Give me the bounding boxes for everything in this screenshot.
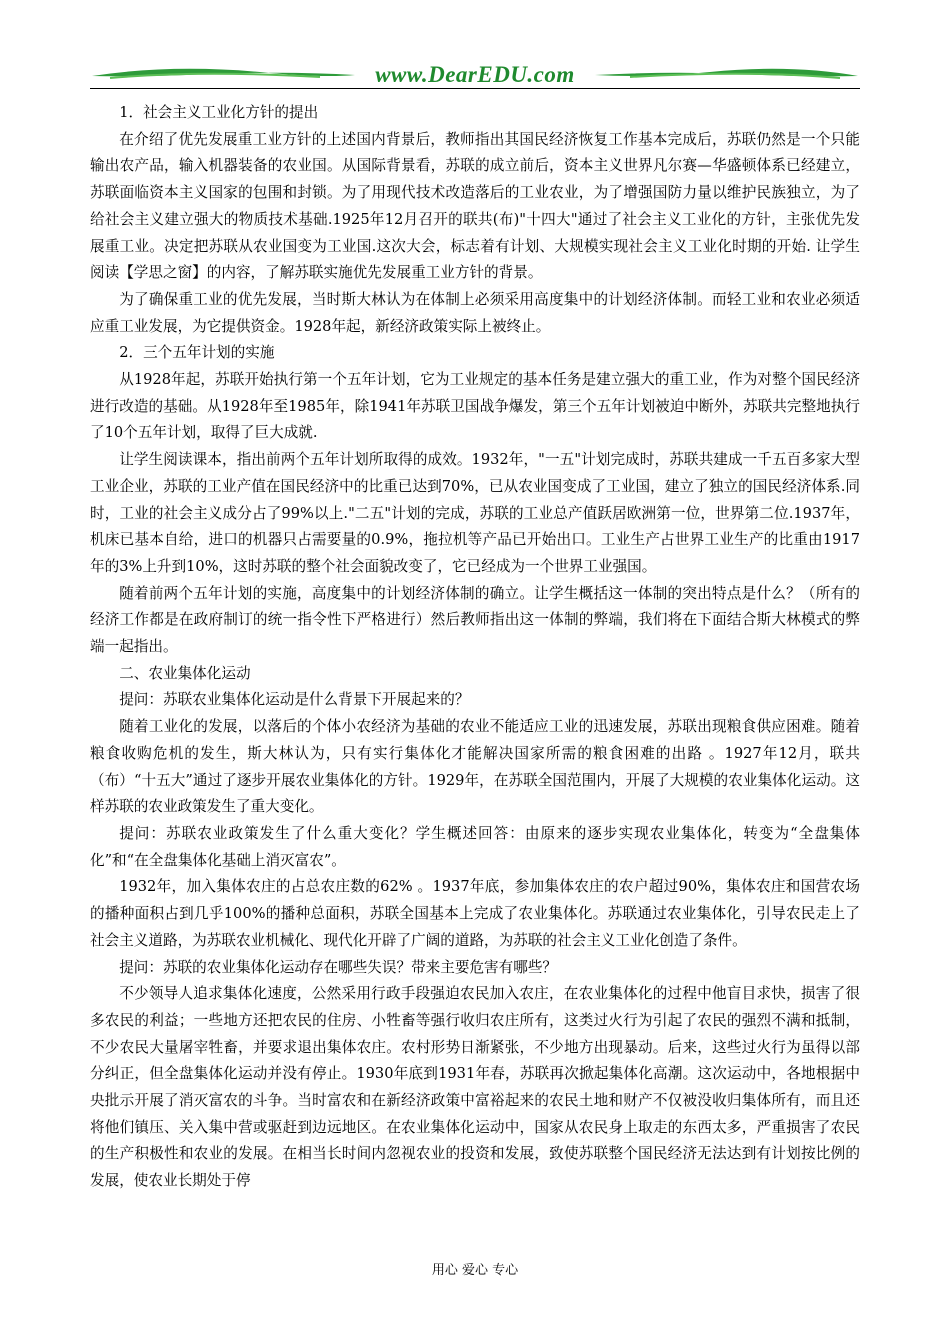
article-body: [90, 100, 860, 1195]
paragraph: 随着前两个五年计划的实施，高度集中的计划经济体制的确立。让学生概括这一体制的突出特点是什么？（所有的经济工作都是在政府制订的统一指令性下严格进行）然后教师指出这一体制的弊端，我们将在下面结合斯大林模式的弊端一起指出。: [90, 584, 860, 656]
paragraph: 1932年，加入集体农庄的占总农庄数的62% 。1937年底，参加集体农庄的农户超过90%，集体农庄和国营农场的播种面积占到几乎100%的播种总面积，苏联全国基本上完成了农业集体化。苏联通过农业集体化，引导农民走上了社会主义道路，为苏联农业机械化、现代化开辟了广阔的道路，为苏联的社会主义工业化创造了条件。: [90, 878, 860, 949]
section-heading: 1．社会主义工业化方针的提出: [119, 104, 319, 121]
paragraph: 为了确保重工业的优先发展，当时斯大林认为在体制上必须采用高度集中的计划经济体制。而轻工业和农业必须适应重工业发展，为它提供资金。1928年起，新经济政策实际上被终止。: [90, 290, 860, 335]
header-divider: [90, 88, 860, 89]
paragraph: 让学生阅读课本，指出前两个五年计划所取得的成效。1932年，"一五"计划完成时，苏联共建成一千五百多家大型工业企业，苏联的工业产值在国民经济中的比重已达到70%，已从农业国变成了工业国，建立了独立的国民经济体系.同时，工业的社会主义成分占了99%以上."二五"计划的完成，苏联的工业总产值跃居欧洲第一位，世界第二位.1937年，机床已基本自给，进口的机器只占需要量的0.9%，拖拉机等产品已开始出口。工业生产占世界工业生产的比重由1917年的3%上升到10%，这时苏联的整个社会面貌改变了，它已经成为一个世界工业强国。: [90, 451, 860, 575]
paragraph: 提问：苏联农业集体化运动是什么背景下开展起来的？: [119, 691, 470, 709]
site-logo: www.DearEDU.com: [375, 62, 575, 87]
section-heading: 二、农业集体化运动: [119, 664, 251, 682]
paragraph: 在介绍了优先发展重工业方针的上述国内背景后，教师指出其国民经济恢复工作基本完成后，苏联仍然是一个只能输出农产品，输入机器装备的农业国。从国际背景看，苏联的成立前后，资本主义世界凡尔赛—华盛顿体系已经建立，苏联面临资本主义国家的包围和封锁。为了用现代技术改造落后的工业农业，为了增强国防力量以维护民族独立，为了给社会主义建立强大的物质技术基础.1925年12月召开的联共(布)"十四大"通过了社会主义工业化的方针，主张优先发展重工业。决定把苏联从农业国变为工业国.这次大会，标志着有计划、大规模实现社会主义工业化时期的开始. 让学生阅读【学思之窗】的内容，了解苏联实施优先发展重工业方针的背景。: [90, 130, 860, 282]
paragraph: 提问：苏联的农业集体化运动存在哪些失误？带来主要危害有哪些？: [119, 958, 558, 976]
paragraph: 从1928年起，苏联开始执行第一个五年计划，它为工业规定的基本任务是建立强大的重工业，作为对整个国民经济进行改造的基础。从1928年至1985年，除1941年苏联卫国战争爆发，第三个五年计划被迫中断外，苏联共完整地执行了10个五年计划，取得了巨大成就.: [90, 371, 860, 442]
page-header: [90, 58, 860, 90]
section-heading: 2．三个五年计划的实施: [119, 344, 275, 362]
paragraph: 随着工业化的发展，以落后的个体小农经济为基础的农业不能适应工业的迅速发展，苏联出现粮食供应困难。随着粮食收购危机的发生，斯大林认为，只有实行集体化才能解决国家所需的粮食困难的出路 。1927年12月，联共（布）“十五大”通过了逐步开展农业集体化的方针。1929年，在苏联全国范围内，开展了大规模的农业集体化运动。这样苏联的农业政策发生了重大变化。: [90, 718, 860, 816]
paragraph: 不少领导人追求集体化速度，公然采用行政手段强迫农民加入农庄，在农业集体化的过程中他盲目求快，损害了很多农民的利益；一些地方还把农民的住房、小牲畜等强行收归农庄所有，这类过火行为引起了农民的强烈不满和抵制，不少农民大量屠宰牲畜，并要求退出集体农庄。农村形势日渐紧张，不少地方出现暴动。后来，这些过火行为虽得以部分纠正，但全盘集体化运动并没有停止。1930年底到1931年春，苏联再次掀起集体化高潮。这次运动中，各地根据中央批示开展了消灭富农的斗争。当时富农和在新经济政策中富裕起来的农民土地和财产不仅被没收归集体所有，而且还将他们镇压、关入集中营或驱赶到边远地区。在农业集体化运动中，国家从农民身上取走的东西太多，严重损害了农民的生产积极性和农业的发展。在相当长时间内忽视农业的投资和发展，致使苏联整个国民经济无法达到有计划按比例的发展，使农业长期处于停: [90, 985, 860, 1190]
paragraph: 提问：苏联农业政策发生了什么重大变化？学生概述回答：由原来的逐步实现农业集体化，转变为“全盘集体化”和“在全盘集体化基础上消灭富农”。: [90, 824, 860, 869]
page-footer: 用心 爱心 专心: [431, 1263, 519, 1278]
